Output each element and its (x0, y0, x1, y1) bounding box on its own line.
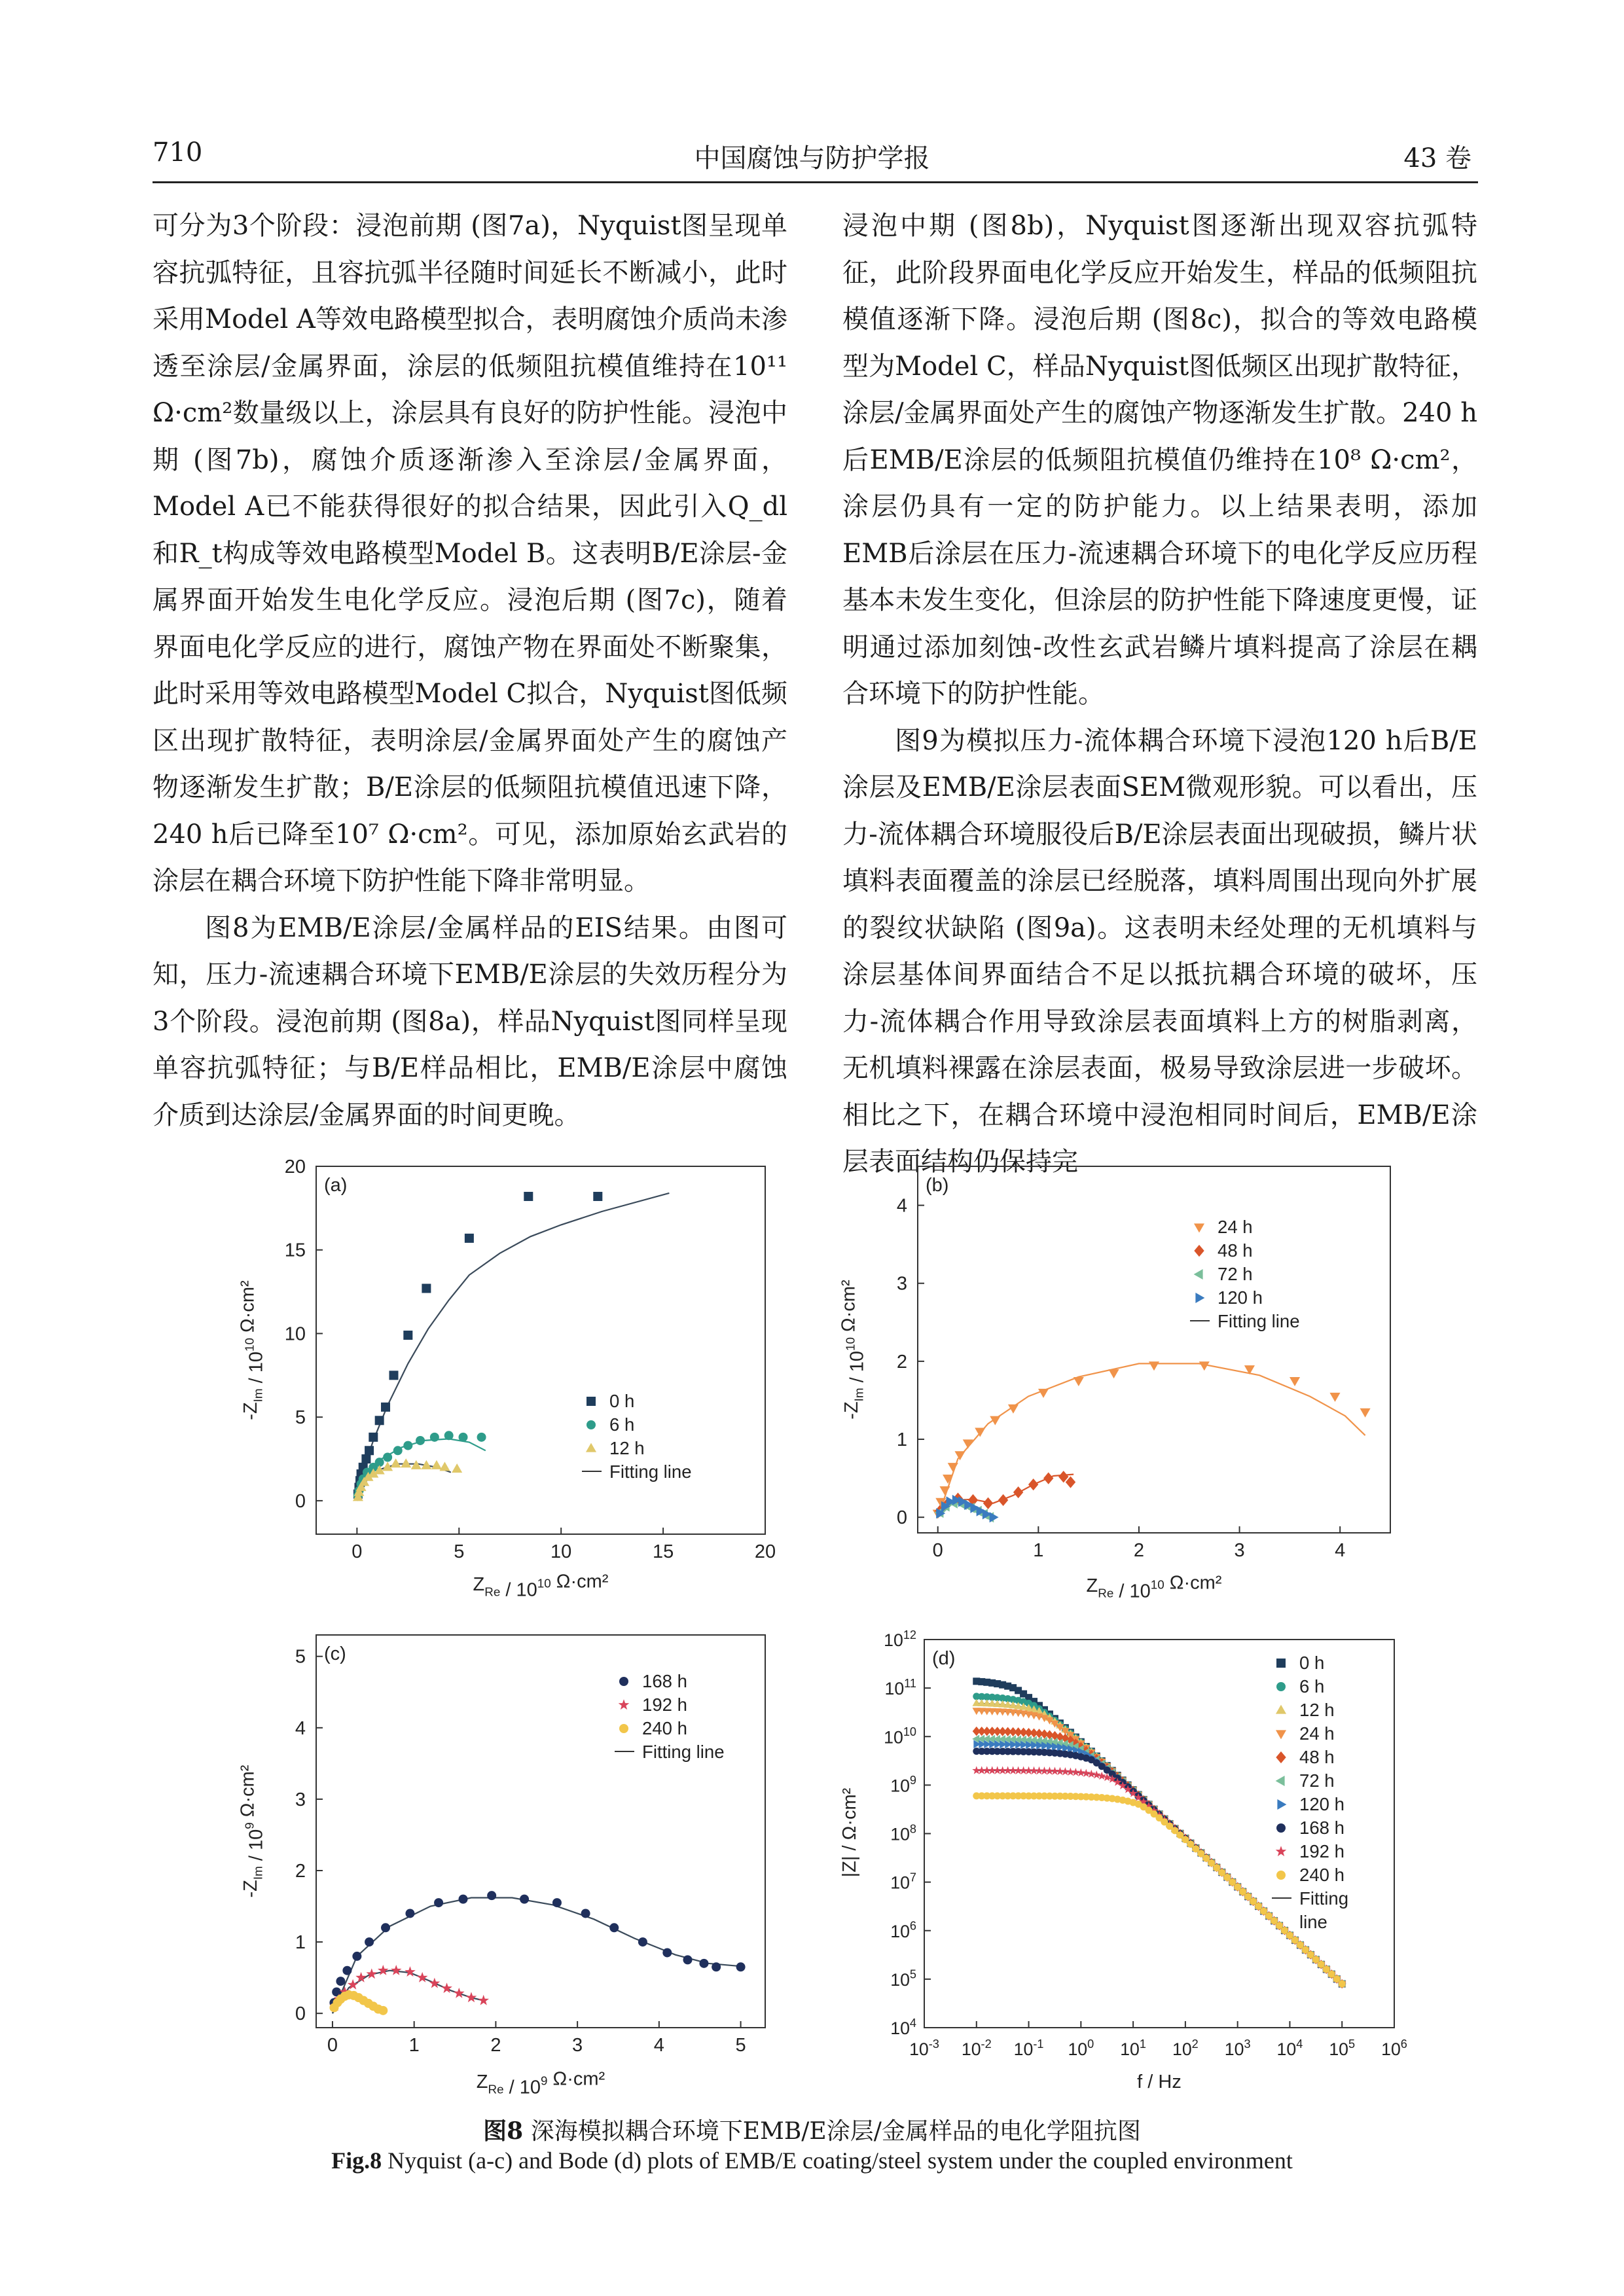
x-tick-label: 2 (1133, 1540, 1145, 1561)
plot-frame (316, 1166, 765, 1534)
chart-panel-2 (839, 1166, 1390, 1602)
data-point (1199, 1361, 1210, 1371)
data-point (683, 1955, 693, 1964)
series-120h (973, 1740, 1349, 1988)
y-axis-label (238, 1280, 267, 1420)
y-tick-label: 20 (284, 1157, 306, 1177)
caption-text-en: Nyquist (a-c) and Bode (d) plots of EMB/E coating/steel system under the coupled environment (388, 2147, 1293, 2174)
data-point (434, 1898, 443, 1907)
data-point (586, 1420, 596, 1429)
data-point (581, 1909, 590, 1918)
x-tick-label: 4 (653, 2035, 664, 2056)
data-point (1109, 1369, 1119, 1378)
y-tick-label: 1 (896, 1429, 907, 1451)
label-part: 10 (1150, 1577, 1164, 1592)
data-point (336, 1977, 345, 1986)
x-tick-label: 2 (490, 2035, 501, 2056)
y-tick-label: 0 (896, 1507, 907, 1529)
x-tick-label: 5 (454, 1541, 465, 1562)
panel-label: (b) (926, 1175, 949, 1196)
data-point (1149, 1361, 1159, 1371)
label-part: f / Hz (1137, 2072, 1182, 2092)
data-point (378, 2006, 388, 2015)
legend (1272, 1653, 1348, 1932)
figure-caption-zh (0, 2113, 1624, 2146)
data-point (391, 1458, 401, 1467)
caption-label-en: Fig.8 (331, 2147, 382, 2174)
tick-exp: 5 (909, 1967, 916, 1981)
series-48h (973, 1727, 1349, 1988)
label-part: Ω·cm² (1164, 1572, 1222, 1594)
y-tick-label (890, 1871, 916, 1892)
y-tick-label (884, 1628, 916, 1650)
label-part: / 10 (846, 1350, 868, 1388)
data-point (1276, 1730, 1286, 1739)
body-paragraph: 图9为模拟压力-流体耦合环境下浸泡120 h后B/E涂层及EMB/E涂层表面SEM微观形貌。可以看出，压力-流体耦合环境服役后B/E涂层表面出现破损，鳞片状填料表面覆盖的涂层已经脱落，填料周围出现向外扩展的裂纹状缺陷 (图9a)。这表明未经处理的无机填料与涂层基体间界面结合不足以抵抗耦合环境的破坏，压力-流体耦合作用导致涂层表面填料上方的树脂剥离，无机填料裸露在涂层表面，极易导致涂层进一步破坏。相比之下，在耦合环境中浸泡相同时间后，EMB/E涂层表面结构仍保持完 (842, 725, 1477, 1177)
x-tick-label: 3 (1234, 1540, 1245, 1561)
panel-label: (c) (324, 1643, 346, 1664)
y-tick-label: 5 (295, 1407, 306, 1429)
label-part: -Z (841, 1401, 862, 1420)
fitting-line (977, 1731, 1342, 1984)
data-point (593, 1192, 602, 1201)
legend-label: 72 h (1218, 1264, 1253, 1284)
data-point (963, 1439, 973, 1448)
data-point (939, 1486, 950, 1496)
legend-label-line: Fitting (1299, 1888, 1349, 1909)
tick-exp: 4 (909, 2016, 916, 2030)
label-part: Ω·cm² (547, 2068, 605, 2090)
data-point (381, 1403, 390, 1412)
y-tick-label (884, 1725, 916, 1747)
data-point (459, 1895, 468, 1904)
x-tick-label (1014, 2037, 1044, 2059)
label-part: 10 (843, 1337, 857, 1351)
data-point (586, 1443, 596, 1452)
label-part: |Z| / Ω·cm² (839, 1787, 860, 1878)
tick-exp: 2 (1191, 2037, 1199, 2051)
y-axis-label (839, 1280, 868, 1420)
x-tick-label: 20 (754, 1541, 776, 1562)
series-24h (933, 1361, 1371, 1518)
tick-base: 10 (890, 2018, 910, 2038)
tick-exp: 8 (909, 1822, 916, 1836)
caption-text-zh: 深海模拟耦合环境下EMB/E涂层/金属样品的电化学阻抗图 (530, 2118, 1141, 2145)
label-part: / 10 (503, 2077, 541, 2098)
tick-base: 10 (961, 2039, 981, 2059)
data-point (1360, 1408, 1371, 1418)
data-point (1013, 1486, 1023, 1498)
label-part: Z (476, 2072, 488, 2092)
data-point (954, 1451, 965, 1460)
data-point (405, 1909, 414, 1918)
tick-exp: -1 (1033, 2037, 1044, 2051)
data-point (361, 1454, 370, 1463)
data-point (1195, 1293, 1204, 1303)
x-tick-label: 15 (652, 1541, 674, 1562)
legend-label: 240 h (642, 1718, 687, 1738)
x-tick-label: 0 (932, 1540, 943, 1561)
x-tick-label: 1 (408, 2035, 420, 2056)
label-part: Im (852, 1388, 866, 1402)
label-part: Im (251, 1388, 265, 1403)
data-point (1074, 1377, 1084, 1386)
legend (582, 1391, 692, 1482)
caption-label-zh: 图8 (483, 2117, 524, 2145)
legend-label: 192 h (642, 1695, 687, 1715)
data-point (375, 1416, 384, 1425)
data-point (431, 1460, 442, 1469)
x-tick-label (909, 2037, 939, 2059)
legend-label: 48 h (1218, 1240, 1253, 1261)
tick-base: 10 (1068, 2039, 1088, 2059)
data-point (998, 1494, 1008, 1506)
x-tick-label (962, 2037, 992, 2059)
body-paragraph: 浸泡中期 (图8b)，Nyquist图逐渐出现双容抗弧特征，此阶段界面电化学反应开始发生，样品的低频阻抗模值逐渐下降。浸泡后期 (图8c)，拟合的等效电路模型为Model C，样品Nyquist图低频区出现扩散特征，涂层/金属界面处产生的腐蚀产物逐渐发生扩散。240 h后EMB/E涂层的低频阻抗模值仍维持在10⁸ Ω·cm²，涂层仍具有一定的防护能力。以上结果表明，添加EMB后涂层在压力-流速耦合环境下的电化学反应历程基本未发生变化，但涂层的防护性能下降速度更慢，证明通过添加刻蚀-改性玄武岩鳞片填料提高了涂层在耦合环境下的防护性能。 (842, 211, 1477, 709)
data-point (524, 1192, 533, 1201)
data-point (441, 1982, 452, 1993)
series-12h (353, 1458, 462, 1501)
label-part: / 10 (245, 1351, 267, 1389)
series-0h (973, 1677, 1345, 1987)
panel-label: (d) (932, 1648, 956, 1669)
legend-label: 240 h (1299, 1865, 1344, 1885)
label-part: Re (1098, 1586, 1114, 1600)
tick-exp: 4 (1296, 2037, 1303, 2051)
x-tick-label (1329, 2037, 1355, 2059)
data-point (416, 1436, 425, 1445)
data-point (477, 1433, 486, 1442)
body-paragraph: 可分为3个阶段：浸泡前期 (图7a)，Nyquist图呈现单容抗弧特征，且容抗弧半径随时间延长不断减小，此时采用Model A等效电路模型拟合，表明腐蚀介质尚未渗透至涂层/金属界面，涂层的低频阻抗模值维持在10¹¹ Ω·cm²数量级以上，涂层具有良好的防护性能。浸泡中期 (图7b)，腐蚀介质逐渐渗入至涂层/金属界面，Model A已不能获得很好的拟合结果，因此引入Q_dl和R_t构成等效电路模型Model B。这表明B/E涂层-金属界面开始发生电化学反应。浸泡后期 (图7c)，随着界面电化学反应的进行，腐蚀产物在界面处不断聚集，此时采用等效电路模型Model C拟合，Nyquist图低频区出现扩散特征，表明涂层/金属界面处产生的腐蚀产物逐渐发生扩散；B/E涂层的低频阻抗模值迅速下降，240 h后已降至10⁷ Ω·cm²。可见，添加原始玄武岩的涂层在耦合环境下防护性能下降非常明显。 (153, 211, 787, 896)
tick-base: 10 (1224, 2039, 1244, 2059)
tick-base: 10 (890, 1824, 910, 1844)
y-tick-label (890, 2017, 916, 2038)
series-192h (329, 1965, 489, 2013)
data-point (1276, 1846, 1287, 1856)
tick-exp: -2 (981, 2037, 992, 2051)
data-point (417, 1972, 428, 1982)
y-tick-label: 4 (896, 1195, 907, 1217)
x-tick-label (1381, 2037, 1407, 2059)
label-part: / 10 (500, 1579, 537, 1601)
data-point (487, 1891, 496, 1900)
x-tick-label: 1 (1033, 1540, 1044, 1561)
data-point (439, 1462, 450, 1471)
label-part: Re (484, 1585, 501, 1599)
data-point (990, 1512, 999, 1522)
label-part: Ω·cm² (237, 1765, 259, 1823)
data-point (1194, 1245, 1204, 1257)
data-point (619, 1677, 628, 1686)
legend-label: 120 h (1218, 1287, 1263, 1308)
x-tick-label (1120, 2037, 1146, 2059)
data-point (662, 1948, 672, 1957)
x-tick-label (1068, 2037, 1094, 2059)
tick-exp: 1 (1139, 2037, 1146, 2051)
legend-label-line: line (1299, 1912, 1327, 1932)
tick-exp: 7 (909, 1871, 916, 1884)
x-tick-label: 0 (327, 2035, 338, 2056)
legend-label (1299, 1888, 1348, 1932)
data-point (1276, 1776, 1285, 1786)
fitting-line (333, 1898, 741, 2014)
legend-label: 6 h (1299, 1676, 1325, 1696)
series-168h (329, 1891, 745, 2013)
panel-label: (a) (324, 1175, 348, 1196)
chart-panel-1 (238, 1157, 776, 1601)
x-tick-label: 10 (550, 1541, 572, 1562)
data-point (378, 1965, 389, 1975)
legend-label: 168 h (642, 1671, 687, 1691)
y-tick-label (890, 1822, 916, 1844)
legend-label: 12 h (1299, 1700, 1335, 1720)
x-tick-label: 0 (352, 1541, 363, 1562)
x-tick-label: 4 (1335, 1540, 1346, 1561)
label-part: Ω·cm² (838, 1280, 859, 1337)
legend-label: 6 h (609, 1414, 635, 1435)
label-part: -Z (240, 1402, 261, 1420)
data-point (552, 1898, 562, 1907)
data-point (1290, 1377, 1300, 1386)
legend-label: 192 h (1299, 1841, 1344, 1861)
fitting-line (977, 1744, 1342, 1984)
tick-exp: -3 (928, 2037, 939, 2051)
data-point (401, 1458, 411, 1467)
y-tick-label (890, 1968, 916, 1990)
data-point (393, 1446, 403, 1455)
fitting-line (977, 1796, 1342, 1984)
legend-label: 12 h (609, 1438, 645, 1458)
data-point (454, 1988, 465, 1998)
data-point (383, 1452, 392, 1462)
legend-label: Fitting line (642, 1742, 725, 1762)
x-tick-label: 5 (735, 2035, 746, 2056)
y-tick-label: 1 (295, 1932, 306, 1954)
data-point (342, 1966, 352, 1975)
data-point (1276, 1751, 1286, 1763)
legend (1190, 1217, 1300, 1331)
y-tick-label: 4 (295, 1717, 306, 1739)
data-point (1194, 1269, 1203, 1280)
y-tick-label: 15 (284, 1240, 306, 1261)
label-part: Im (251, 1866, 265, 1880)
data-point (1276, 1682, 1286, 1691)
data-point (422, 1283, 431, 1293)
fitting-line (977, 1739, 1342, 1984)
data-point (389, 1371, 398, 1380)
y-axis-label (238, 1765, 267, 1897)
label-part: 10 (242, 1338, 257, 1352)
y-tick-label: 0 (295, 2003, 306, 2025)
tick-exp: 5 (1348, 2037, 1356, 2051)
series-48h (935, 1471, 1075, 1517)
data-point (459, 1433, 468, 1442)
y-tick-label: 5 (295, 1646, 306, 1668)
y-tick-label: 0 (295, 1490, 306, 1512)
x-axis-label (1137, 2072, 1182, 2092)
data-point (466, 1992, 477, 2002)
tick-exp: 3 (1244, 2037, 1251, 2051)
data-point (948, 1463, 958, 1472)
data-point (1339, 1981, 1346, 1988)
data-point (638, 1937, 647, 1946)
y-tick-label: 10 (284, 1323, 306, 1345)
data-point (452, 1463, 462, 1473)
data-point (369, 1433, 378, 1442)
tick-base: 10 (890, 1873, 910, 1893)
x-axis-label (1087, 1573, 1222, 1602)
tick-exp: 10 (903, 1725, 916, 1739)
fitting-line (938, 1363, 1365, 1517)
tick-base: 10 (1013, 2039, 1034, 2059)
data-point (403, 1441, 412, 1450)
data-point (1043, 1472, 1053, 1484)
plot-frame (918, 1166, 1390, 1533)
data-point (619, 1724, 628, 1733)
data-point (465, 1234, 474, 1243)
legend-label: Fitting line (609, 1462, 692, 1482)
data-point (444, 1431, 454, 1440)
tick-exp: 6 (1400, 2037, 1407, 2051)
data-point (609, 1923, 619, 1932)
x-tick-label (1225, 2037, 1251, 2059)
data-point (1329, 1393, 1340, 1402)
legend-label: 0 h (609, 1391, 635, 1411)
series-168h (973, 1748, 1345, 1987)
tick-exp: 12 (903, 1628, 916, 1641)
chart-panel-4 (839, 1628, 1407, 2092)
y-tick-label: 2 (295, 1861, 306, 1882)
body-paragraph: 图8为EMB/E涂层/金属样品的EIS结果。由图可知，压力-流速耦合环境下EMB/E涂层的失效历程分为3个阶段。浸泡前期 (图8a)，样品Nyquist图同样呈现单容抗弧特征；与B/E样品相比，EMB/E涂层中腐蚀介质到达涂层/金属界面的时间更晚。 (153, 912, 787, 1130)
legend-label: 24 h (1299, 1723, 1335, 1744)
y-tick-label (885, 1677, 917, 1698)
y-tick-label: 3 (896, 1273, 907, 1295)
data-point (1276, 1871, 1286, 1880)
x-axis-label (473, 1571, 609, 1601)
tick-base: 10 (1120, 2039, 1140, 2059)
legend-label: 120 h (1299, 1794, 1344, 1814)
series-240h (973, 1792, 1345, 1987)
data-point (430, 1433, 439, 1442)
data-point (983, 1498, 993, 1509)
data-point (365, 1446, 374, 1455)
data-point (352, 1952, 361, 1961)
y-axis-label (839, 1787, 860, 1877)
data-point (478, 1995, 489, 2005)
journal-title: 中国腐蚀与防护学报 (694, 143, 930, 173)
chart-panel-3 (238, 1635, 765, 2098)
legend-label: 72 h (1299, 1770, 1335, 1791)
legend-label: 48 h (1299, 1747, 1335, 1767)
x-tick-label (1172, 2037, 1199, 2059)
label-part: Ω·cm² (237, 1280, 259, 1338)
data-point (381, 1923, 390, 1932)
data-point (429, 1978, 441, 1988)
data-point (736, 1962, 746, 1971)
page-number: 710 (153, 137, 203, 168)
tick-base: 10 (884, 1630, 903, 1650)
data-point (391, 1965, 402, 1975)
tick-base: 10 (890, 1776, 910, 1796)
label-part: -Z (240, 1880, 261, 1898)
data-point (365, 1937, 374, 1946)
data-point (1276, 1823, 1286, 1833)
fitting-line (977, 1770, 1342, 1984)
data-point (975, 1428, 985, 1437)
data-point (1194, 1223, 1204, 1232)
tick-base: 10 (890, 1921, 910, 1941)
data-point (1277, 1799, 1286, 1810)
data-point (1276, 1705, 1286, 1714)
figure-caption-en (0, 2147, 1624, 2174)
data-point (1038, 1389, 1049, 1398)
data-point (366, 1968, 377, 1979)
data-point (1028, 1479, 1038, 1490)
legend-label: 0 h (1299, 1653, 1325, 1673)
y-tick-label (890, 1920, 916, 1941)
data-point (699, 1959, 708, 1968)
data-point (403, 1331, 412, 1340)
tick-base: 10 (890, 1969, 910, 1990)
label-part: / 10 (245, 1829, 267, 1867)
y-tick-label (890, 1774, 916, 1795)
tick-base: 10 (1381, 2039, 1401, 2059)
tick-base: 10 (1276, 2039, 1297, 2059)
data-point (1276, 1659, 1286, 1668)
label-part: Z (473, 1574, 485, 1595)
data-point (619, 1699, 630, 1710)
data-point (586, 1397, 596, 1406)
tick-base: 10 (884, 1727, 903, 1748)
tick-exp: 0 (1087, 2037, 1094, 2051)
tick-exp: 9 (909, 1774, 916, 1787)
label-part: 9 (541, 2073, 548, 2088)
legend-label: 168 h (1299, 1818, 1344, 1838)
data-point (712, 1962, 721, 1971)
x-tick-label (1277, 2037, 1303, 2059)
tick-base: 10 (1172, 2039, 1192, 2059)
y-tick-label: 2 (896, 1351, 907, 1372)
legend (615, 1671, 725, 1762)
x-tick-label: 3 (572, 2035, 583, 2056)
label-part: Ω·cm² (550, 1571, 609, 1592)
data-point (520, 1895, 529, 1904)
fitting-line (977, 1751, 1342, 1984)
tick-base: 10 (884, 1679, 905, 1699)
tick-base: 10 (1329, 2039, 1349, 2059)
y-tick-label: 3 (295, 1789, 306, 1810)
x-axis-label (477, 2069, 605, 2098)
legend-label: Fitting line (1218, 1311, 1300, 1331)
tick-base: 10 (909, 2039, 929, 2059)
volume-label: 43 卷 (1403, 143, 1471, 173)
legend-label: 24 h (1218, 1217, 1253, 1237)
label-part: / 10 (1113, 1581, 1151, 1602)
tick-exp: 6 (909, 1919, 916, 1933)
tick-exp: 11 (904, 1676, 916, 1690)
label-part: 9 (242, 1822, 257, 1829)
label-part: 10 (537, 1576, 551, 1590)
label-part: Re (488, 2082, 504, 2096)
label-part: Z (1086, 1575, 1098, 1596)
